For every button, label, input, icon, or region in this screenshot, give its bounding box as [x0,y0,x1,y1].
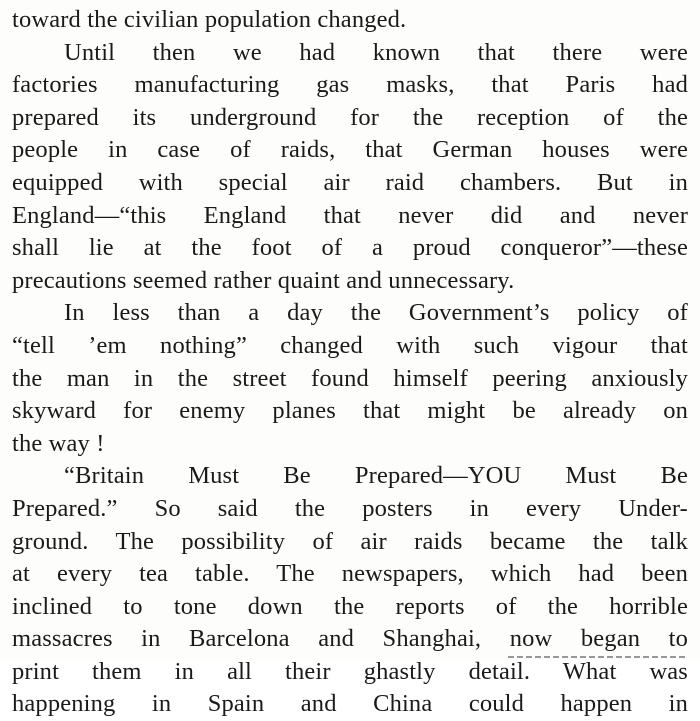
text-line: people in case of raids, that German houses were [12,136,688,164]
text-line: massacres in Barcelona and Shanghai, now began to [12,625,688,653]
text-line: the man in the street found himself peering anxiously [12,364,688,392]
text-line: inclined to tone down the reports of the horrible [12,592,688,620]
body-text [12,4,688,721]
paragraph-start-line: Until then we had known that there were [64,38,688,66]
text-line: Prepared.” So said the posters in every Under- [12,494,688,522]
paragraph-start-line: “Britain Must Be Prepared—YOU Must Be [64,462,688,490]
text-line: factories manufacturing gas masks, that Paris had [12,71,688,99]
text-line: “tell ’em nothing” changed with such vigour that [12,331,688,359]
text-line: happening in Spain and China could happen in [12,690,688,718]
text-line: print them in all their ghastly detail. What was [12,657,688,685]
text-line: shall lie at the foot of a proud conqueror”—these [12,234,688,262]
text-line: equipped with special air raid chambers. But in [12,168,688,196]
text-line: the way ! [12,429,105,457]
paragraph-start-line: In less than a day the Government’s policy of [64,299,688,327]
text-line: ground. The possibility of air raids became the talk [12,527,688,555]
text-line: precautions seemed rather quaint and unnecessary. [12,266,515,294]
text-line: at every tea table. The newspapers, which had been [12,560,688,588]
text-line: toward the civilian population changed. [12,6,407,33]
text-line: prepared its underground for the reception of the [12,103,688,131]
page-bottom-rule [508,656,688,658]
text-line: skyward for enemy planes that might be already on [12,397,688,425]
text-line: England—“this England that never did and never [12,201,688,229]
